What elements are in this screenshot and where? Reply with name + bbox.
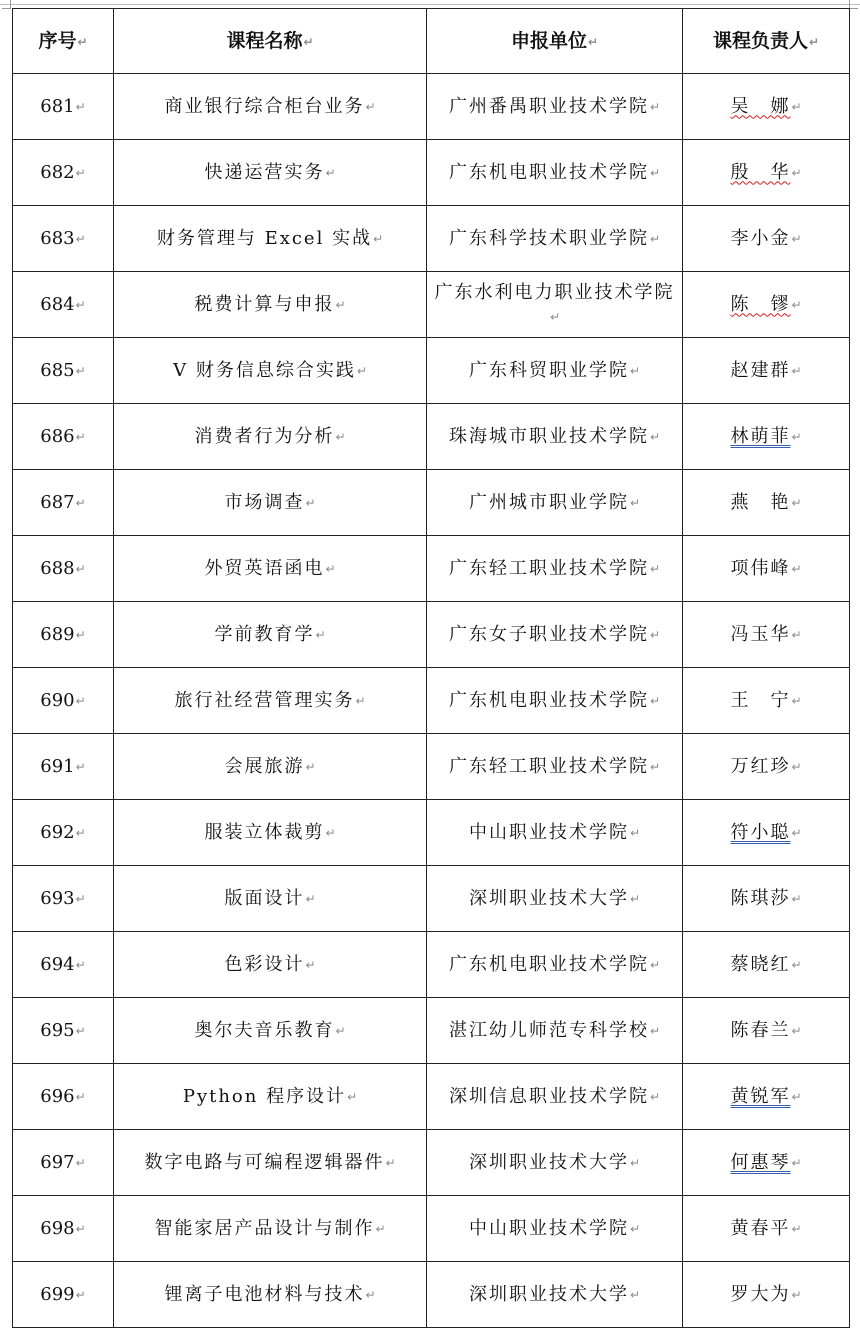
cell-unit[interactable]	[427, 800, 683, 866]
return-mark: ↵	[808, 34, 820, 49]
return-mark: ↵	[649, 627, 661, 642]
cell-course-name[interactable]	[114, 74, 427, 140]
return-mark: ↵	[791, 165, 802, 180]
cell-course-name-text: Python 程序设计	[182, 1085, 347, 1107]
table-row	[13, 1196, 850, 1262]
cell-no[interactable]	[13, 272, 114, 338]
return-mark: ↵	[649, 231, 661, 246]
return-mark: ↵	[75, 495, 86, 510]
cell-course-name-text: 智能家居产品设计与制作	[154, 1217, 375, 1239]
cell-lead-text: 黄锐军	[730, 1085, 791, 1107]
cell-course-name[interactable]	[114, 602, 427, 668]
table-row	[13, 668, 850, 734]
return-mark: ↵	[305, 957, 316, 972]
cell-no[interactable]	[13, 734, 114, 800]
cell-no-text: 696	[40, 1085, 75, 1107]
return-mark: ↵	[373, 231, 384, 246]
cell-unit-text: 广东机电职业技术学院	[448, 953, 649, 975]
return-mark: ↵	[629, 495, 641, 510]
table-row	[13, 404, 850, 470]
cell-unit[interactable]	[427, 536, 683, 602]
cell-lead-text: 李小金	[730, 227, 791, 249]
return-mark: ↵	[365, 1287, 376, 1302]
return-mark: ↵	[335, 297, 346, 312]
cell-unit-text: 深圳职业技术大学	[468, 887, 629, 909]
cell-unit-text: 广东女子职业技术学院	[448, 623, 649, 645]
cell-no-text: 683	[40, 227, 75, 249]
cell-course-name-text: 学前教育学	[214, 623, 315, 645]
cell-lead-text: 殷 华	[730, 161, 791, 183]
cell-course-name[interactable]	[114, 338, 427, 404]
header-lead-label: 课程负责人	[712, 29, 808, 52]
cell-no-text: 684	[40, 293, 75, 315]
crop-mark-top-left	[2, 0, 11, 9]
cell-course-name[interactable]	[114, 140, 427, 206]
return-mark: ↵	[77, 34, 88, 49]
table-row	[13, 734, 850, 800]
cell-lead[interactable]	[683, 1262, 850, 1328]
cell-course-name[interactable]	[114, 206, 427, 272]
return-mark: ↵	[75, 627, 86, 642]
cell-no[interactable]	[13, 1196, 114, 1262]
cell-lead-text: 项伟峰	[730, 557, 791, 579]
cell-lead[interactable]	[683, 74, 850, 140]
return-mark: ↵	[365, 99, 376, 114]
cell-course-name-text: 市场调查	[224, 491, 305, 513]
cell-unit[interactable]	[427, 668, 683, 734]
cell-lead-text: 符小聪	[730, 821, 791, 843]
cell-course-name[interactable]	[114, 932, 427, 998]
cell-no[interactable]	[13, 866, 114, 932]
table-row	[13, 602, 850, 668]
cell-lead-text: 陈春兰	[730, 1019, 791, 1041]
cell-unit-text: 中山职业技术学院	[468, 1217, 629, 1239]
cell-course-name-text: 旅行社经营管理实务	[174, 689, 355, 711]
cell-lead[interactable]	[683, 1130, 850, 1196]
table-row	[13, 800, 850, 866]
cell-no[interactable]	[13, 1262, 114, 1328]
return-mark: ↵	[325, 165, 336, 180]
cell-unit[interactable]	[427, 734, 683, 800]
return-mark: ↵	[305, 891, 316, 906]
cell-no-text: 690	[40, 689, 75, 711]
return-mark: ↵	[629, 1287, 641, 1302]
cell-no-text: 691	[40, 755, 75, 777]
return-mark: ↵	[75, 1023, 86, 1038]
return-mark: ↵	[649, 561, 661, 576]
return-mark: ↵	[791, 1023, 802, 1038]
return-mark: ↵	[75, 957, 86, 972]
return-mark: ↵	[649, 1023, 661, 1038]
cell-lead[interactable]	[683, 998, 850, 1064]
cell-no-text: 681	[40, 95, 75, 117]
return-mark: ↵	[791, 891, 802, 906]
table-row	[13, 272, 850, 338]
cell-lead[interactable]	[683, 800, 850, 866]
cell-lead[interactable]	[683, 404, 850, 470]
cell-lead[interactable]	[683, 1064, 850, 1130]
return-mark: ↵	[75, 693, 86, 708]
header-unit-label: 申报单位	[510, 29, 587, 52]
return-mark: ↵	[75, 1287, 86, 1302]
cell-no[interactable]	[13, 1130, 114, 1196]
cell-course-name[interactable]	[114, 1196, 427, 1262]
return-mark: ↵	[549, 309, 561, 324]
cell-lead-text: 吴 娜	[730, 95, 791, 117]
cell-course-name[interactable]	[114, 866, 427, 932]
cell-course-name[interactable]	[114, 272, 427, 338]
return-mark: ↵	[649, 429, 661, 444]
return-mark: ↵	[649, 1089, 661, 1104]
table-row	[13, 932, 850, 998]
cell-no-text: 698	[40, 1217, 75, 1239]
table-row	[13, 536, 850, 602]
cell-unit[interactable]	[427, 272, 683, 338]
cell-course-name-text: 会展旅游	[224, 755, 305, 777]
return-mark: ↵	[629, 1155, 641, 1170]
cell-lead[interactable]	[683, 470, 850, 536]
return-mark: ↵	[335, 429, 346, 444]
return-mark: ↵	[791, 1089, 802, 1104]
cell-lead-text: 燕 艳	[730, 491, 791, 513]
cell-no-text: 697	[40, 1151, 75, 1173]
return-mark: ↵	[75, 1221, 86, 1236]
cell-course-name[interactable]	[114, 800, 427, 866]
return-mark: ↵	[791, 693, 802, 708]
header-cell-unit[interactable]	[427, 9, 683, 74]
return-mark: ↵	[791, 429, 802, 444]
cell-course-name-text: 服装立体裁剪	[204, 821, 325, 843]
cell-lead[interactable]	[683, 272, 850, 338]
cell-unit[interactable]	[427, 1130, 683, 1196]
crop-mark-top-right	[849, 0, 858, 9]
return-mark: ↵	[75, 891, 86, 906]
table-row	[13, 140, 850, 206]
header-no-label: 序号	[38, 29, 77, 52]
cell-lead[interactable]	[683, 734, 850, 800]
cell-no-text: 686	[40, 425, 75, 447]
return-mark: ↵	[75, 99, 86, 114]
cell-unit[interactable]	[427, 1064, 683, 1130]
cell-course-name-text: 色彩设计	[224, 953, 305, 975]
return-mark: ↵	[791, 627, 802, 642]
cell-course-name[interactable]	[114, 1064, 427, 1130]
cell-course-name[interactable]	[114, 536, 427, 602]
return-mark: ↵	[791, 759, 802, 774]
cell-unit[interactable]	[427, 866, 683, 932]
cell-course-name-text: 商业银行综合柜台业务	[164, 95, 365, 117]
cell-no[interactable]	[13, 932, 114, 998]
cell-unit-text: 广东科学技术职业学院	[448, 227, 649, 249]
cell-unit-text: 广东机电职业技术学院	[448, 161, 649, 183]
cell-no[interactable]	[13, 998, 114, 1064]
table-row	[13, 338, 850, 404]
cell-course-name-text: 锂离子电池材料与技术	[164, 1283, 365, 1305]
cell-course-name[interactable]	[114, 668, 427, 734]
header-name-label: 课程名称	[226, 29, 303, 52]
table-row	[13, 1130, 850, 1196]
return-mark: ↵	[347, 1089, 358, 1104]
cell-lead-text: 陈琪莎	[730, 887, 791, 909]
cell-lead[interactable]	[683, 932, 850, 998]
cell-no-text: 693	[40, 887, 75, 909]
cell-unit-text: 广东机电职业技术学院	[448, 689, 649, 711]
cell-lead-text: 罗大为	[730, 1283, 791, 1305]
cell-lead-text: 黄春平	[730, 1217, 791, 1239]
table-row	[13, 866, 850, 932]
cell-unit[interactable]	[427, 140, 683, 206]
cell-course-name[interactable]	[114, 1130, 427, 1196]
cell-no[interactable]	[13, 1064, 114, 1130]
cell-no-text: 687	[40, 491, 75, 513]
return-mark: ↵	[791, 1155, 802, 1170]
cell-no[interactable]	[13, 602, 114, 668]
return-mark: ↵	[629, 1221, 641, 1236]
cell-lead-text: 冯玉华	[730, 623, 791, 645]
cell-course-name-text: 税费计算与申报	[194, 293, 335, 315]
cell-course-name-text: 快递运营实务	[204, 161, 325, 183]
cell-no[interactable]	[13, 404, 114, 470]
return-mark: ↵	[629, 363, 641, 378]
return-mark: ↵	[629, 891, 641, 906]
cell-no[interactable]	[13, 338, 114, 404]
return-mark: ↵	[629, 825, 641, 840]
return-mark: ↵	[325, 825, 336, 840]
return-mark: ↵	[315, 627, 326, 642]
cell-unit-text: 深圳信息职业技术学院	[448, 1085, 649, 1107]
return-mark: ↵	[791, 957, 802, 972]
cell-unit-text: 广东轻工职业技术学院	[448, 755, 649, 777]
return-mark: ↵	[791, 825, 802, 840]
header-row	[13, 9, 850, 74]
cell-lead-text: 赵建群	[730, 359, 791, 381]
return-mark: ↵	[325, 561, 336, 576]
cell-course-name[interactable]	[114, 1262, 427, 1328]
cell-no-text: 685	[40, 359, 75, 381]
cell-course-name-text: 版面设计	[224, 887, 305, 909]
return-mark: ↵	[649, 693, 661, 708]
cell-no-text: 692	[40, 821, 75, 843]
cell-lead-text: 蔡晓红	[730, 953, 791, 975]
return-mark: ↵	[791, 99, 802, 114]
cell-lead-text: 万红珍	[730, 755, 791, 777]
cell-unit-text: 深圳职业技术大学	[468, 1151, 629, 1173]
return-mark: ↵	[75, 1155, 86, 1170]
return-mark: ↵	[305, 495, 316, 510]
return-mark: ↵	[587, 34, 599, 49]
cell-unit[interactable]	[427, 602, 683, 668]
cell-unit[interactable]	[427, 74, 683, 140]
cell-course-name-text: 外贸英语函电	[204, 557, 325, 579]
cell-unit-text: 广州番禺职业技术学院	[448, 95, 649, 117]
cell-course-name-text: 消费者行为分析	[194, 425, 335, 447]
cell-unit[interactable]	[427, 932, 683, 998]
cell-course-name-text: 财务管理与 Excel 实战	[156, 227, 373, 249]
table-row	[13, 206, 850, 272]
cell-no[interactable]	[13, 140, 114, 206]
return-mark: ↵	[335, 1023, 346, 1038]
cell-no[interactable]	[13, 206, 114, 272]
return-mark: ↵	[649, 99, 661, 114]
return-mark: ↵	[75, 363, 86, 378]
cell-course-name[interactable]	[114, 998, 427, 1064]
return-mark: ↵	[75, 759, 86, 774]
return-mark: ↵	[75, 561, 86, 576]
cell-unit[interactable]	[427, 1262, 683, 1328]
return-mark: ↵	[75, 1089, 86, 1104]
cell-lead-text: 林萌菲	[730, 425, 791, 447]
return-mark: ↵	[75, 231, 86, 246]
return-mark: ↵	[75, 429, 86, 444]
cell-course-name-text: V 财务信息综合实践	[173, 359, 356, 381]
cell-no[interactable]	[13, 74, 114, 140]
cell-course-name[interactable]	[114, 734, 427, 800]
cell-unit[interactable]	[427, 206, 683, 272]
cell-unit[interactable]	[427, 404, 683, 470]
return-mark: ↵	[649, 759, 661, 774]
cell-lead[interactable]	[683, 206, 850, 272]
cell-lead-text: 王 宁	[730, 689, 791, 711]
return-mark: ↵	[791, 363, 802, 378]
table-body	[13, 74, 850, 1328]
cell-no[interactable]	[13, 668, 114, 734]
cell-lead-text: 陈 镠	[730, 293, 791, 315]
cell-unit-text: 广东科贸职业学院	[468, 359, 629, 381]
return-mark: ↵	[385, 1155, 396, 1170]
cell-no-text: 695	[40, 1019, 75, 1041]
cell-course-name[interactable]	[114, 404, 427, 470]
return-mark: ↵	[355, 693, 366, 708]
return-mark: ↵	[649, 165, 661, 180]
table-row	[13, 74, 850, 140]
page-top-rule	[0, 0, 860, 5]
table-row	[13, 470, 850, 536]
cell-no-text: 682	[40, 161, 75, 183]
return-mark: ↵	[75, 297, 86, 312]
cell-no-text: 699	[40, 1283, 75, 1305]
cell-unit-text: 湛江幼儿师范专科学校	[448, 1019, 649, 1041]
header-cell-no[interactable]	[13, 9, 114, 74]
course-table	[12, 8, 850, 1328]
header-cell-name[interactable]	[114, 9, 427, 74]
cell-lead[interactable]	[683, 338, 850, 404]
cell-course-name[interactable]	[114, 470, 427, 536]
cell-lead[interactable]	[683, 602, 850, 668]
return-mark: ↵	[791, 231, 802, 246]
return-mark: ↵	[791, 297, 802, 312]
return-mark: ↵	[75, 165, 86, 180]
return-mark: ↵	[791, 1287, 802, 1302]
cell-lead[interactable]	[683, 140, 850, 206]
cell-no-text: 694	[40, 953, 75, 975]
header-cell-lead[interactable]	[683, 9, 850, 74]
table-row	[13, 1064, 850, 1130]
return-mark: ↵	[375, 1221, 386, 1236]
cell-unit[interactable]	[427, 338, 683, 404]
cell-unit[interactable]	[427, 1196, 683, 1262]
cell-lead[interactable]	[683, 668, 850, 734]
cell-no[interactable]	[13, 536, 114, 602]
cell-unit-text: 广东轻工职业技术学院	[448, 557, 649, 579]
return-mark: ↵	[791, 495, 802, 510]
cell-lead[interactable]	[683, 536, 850, 602]
return-mark: ↵	[305, 759, 316, 774]
cell-course-name-text: 奥尔夫音乐教育	[194, 1019, 335, 1041]
cell-unit-text: 广州城市职业学院	[468, 491, 629, 513]
cell-lead-text: 何惠琴	[730, 1151, 791, 1173]
cell-course-name-text: 数字电路与可编程逻辑器件	[144, 1151, 385, 1173]
return-mark: ↵	[356, 363, 367, 378]
cell-unit-text: 深圳职业技术大学	[468, 1283, 629, 1305]
cell-no[interactable]	[13, 470, 114, 536]
cell-unit-text: 珠海城市职业技术学院	[448, 425, 649, 447]
return-mark: ↵	[649, 957, 661, 972]
cell-no[interactable]	[13, 800, 114, 866]
table-row	[13, 998, 850, 1064]
cell-unit-text: 中山职业技术学院	[468, 821, 629, 843]
return-mark: ↵	[75, 825, 86, 840]
cell-no-text: 689	[40, 623, 75, 645]
cell-unit-text: 广东水利电力职业技术学院	[434, 281, 675, 303]
cell-lead[interactable]	[683, 1196, 850, 1262]
return-mark: ↵	[791, 561, 802, 576]
return-mark: ↵	[791, 1221, 802, 1236]
cell-unit[interactable]	[427, 470, 683, 536]
return-mark: ↵	[303, 34, 314, 49]
cell-lead[interactable]	[683, 866, 850, 932]
cell-unit[interactable]	[427, 998, 683, 1064]
cell-no-text: 688	[40, 557, 75, 579]
table-row	[13, 1262, 850, 1328]
